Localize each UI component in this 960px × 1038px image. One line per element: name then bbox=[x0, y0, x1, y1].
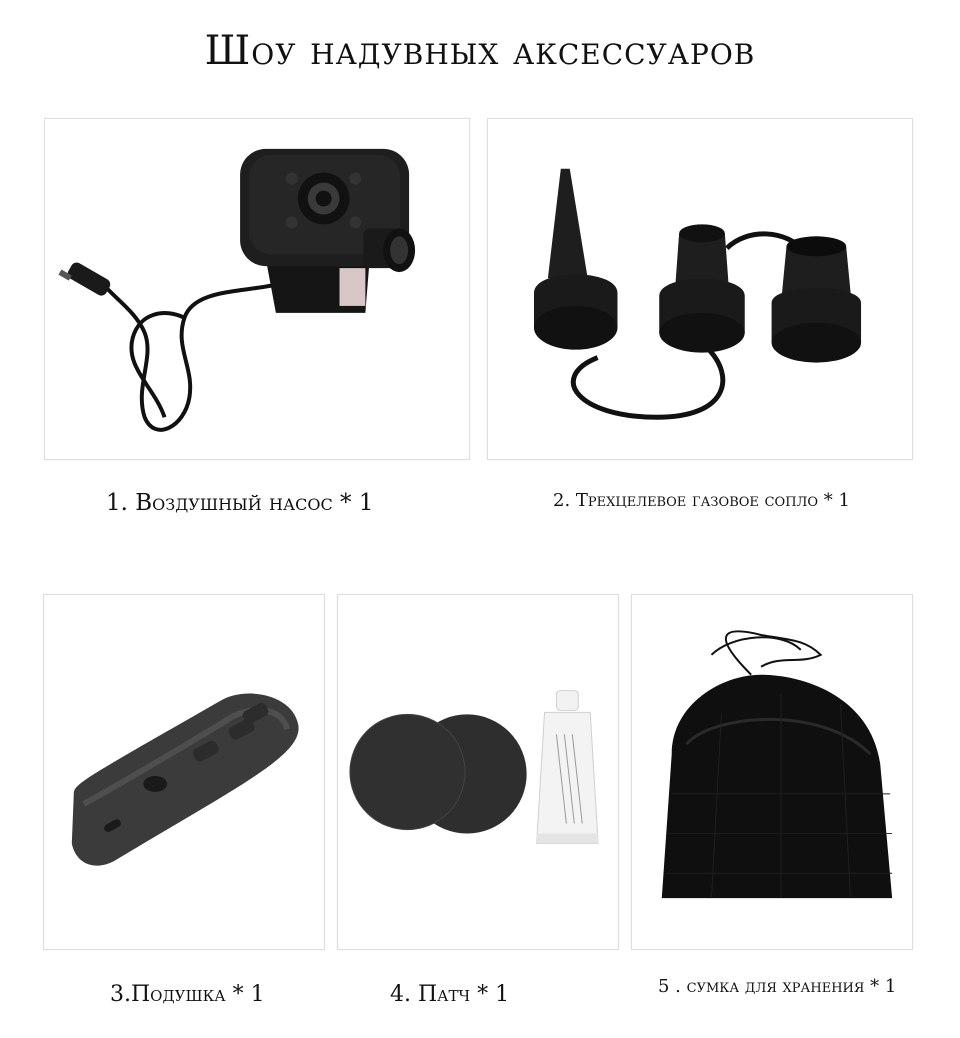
caption-pillow: 3.Подушка * 1 bbox=[110, 982, 265, 1007]
caption-bag: 5 . сумка для хранения * 1 bbox=[658, 976, 897, 997]
product-card-bag bbox=[631, 594, 913, 950]
nozzle-set-icon bbox=[488, 119, 912, 459]
pillow-icon bbox=[44, 595, 324, 949]
product-card-air-pump bbox=[44, 118, 470, 460]
caption-nozzles: 2. Трехцелевое газовое сопло * 1 bbox=[553, 490, 850, 511]
patch-kit-icon bbox=[338, 595, 618, 949]
caption-patch: 4. Патч * 1 bbox=[390, 982, 510, 1007]
product-card-pillow bbox=[43, 594, 325, 950]
product-card-patch bbox=[337, 594, 619, 950]
air-pump-icon bbox=[45, 119, 469, 459]
product-card-nozzles bbox=[487, 118, 913, 460]
caption-air-pump: 1. Воздушный насос * 1 bbox=[106, 490, 374, 516]
page-title: Шоу надувных аксессуаров bbox=[204, 28, 756, 74]
storage-bag-icon bbox=[632, 595, 912, 949]
